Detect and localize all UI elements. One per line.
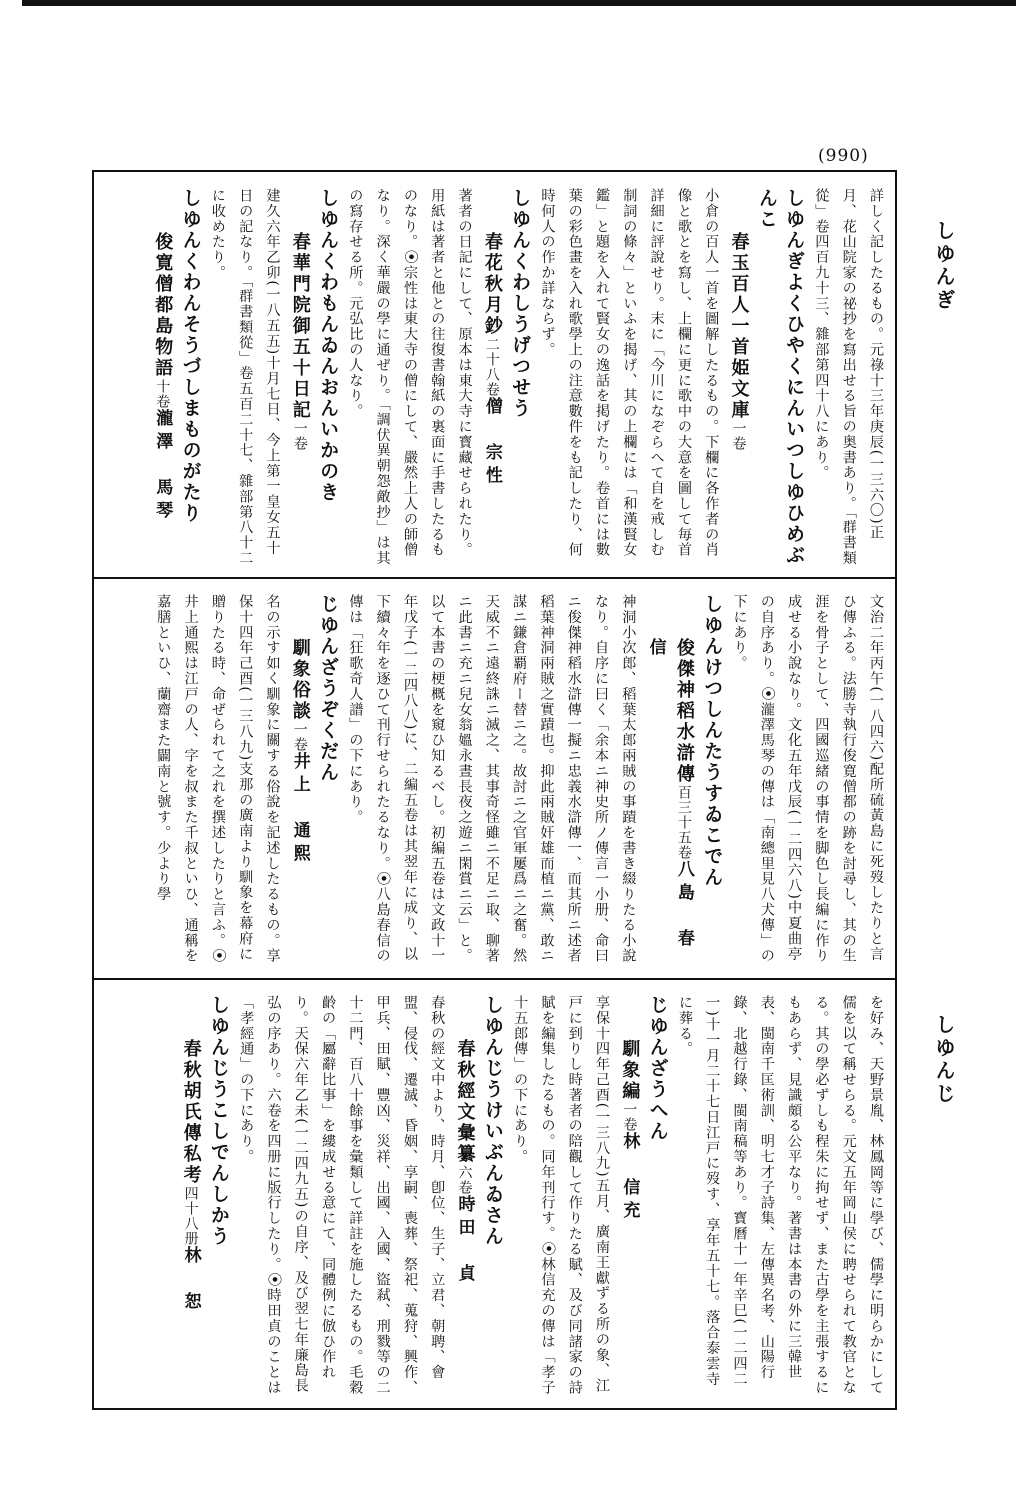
- entry-title: 馴象編: [619, 1039, 641, 1102]
- entry-continuation: 文治二年丙午(一八四六)配所硫黃島に死歿したりと言ひ傳ふる。法勝寺執行俊寛僧都の跡を討尋し、其の生涯を骨子として、四國巡緒の事情を脚色し長編に作り成せる小說なり。文化五年戊辰(一二四六八)中夏曲亭の自序あり。⦿瀧澤馬琴の傳は「南總里見八犬傳」の下にあり。: [731, 594, 884, 964]
- margin-label-bottom: しゆんじ: [932, 1014, 956, 1106]
- entry-author: 林 信充: [619, 1132, 640, 1224]
- entry-author: 時田 貞: [454, 1195, 475, 1287]
- entry-title: 俊寛僧都島物語: [152, 232, 174, 379]
- entry-title-line: [285, 638, 313, 967]
- entry-author: 瀧澤 馬琴: [152, 409, 173, 524]
- entry-title: 馴象俗談: [289, 638, 311, 722]
- margin-label-top: しゆんぎ: [932, 220, 956, 312]
- entry-heading: しゆんくわしうげつせう: [509, 188, 532, 419]
- entry-title: 春玉百人一首姫文庫: [728, 232, 750, 421]
- entry-heading: じゆんざうへん: [646, 995, 669, 1142]
- entry-volumes: 十卷: [154, 379, 171, 409]
- entry-author: 僧 宗性: [481, 397, 502, 489]
- entry-title-line: [641, 638, 698, 967]
- tier-1: [96, 174, 893, 576]
- entry-title-line: [148, 232, 176, 566]
- entry-body: 享保十四年己酉(一三八九)五月、廣南王獻ずる所の象、江戸に到りし時著者の陪觀して作りたる賦、及び同諸家の詩賦を編集したるもの。同年刊行す。⦿林信充の傳は「孝子十五郎傳」の下にあり。: [512, 995, 611, 1396]
- entry-body: 小倉の百人一首を圖解したるもの。下欄に各作者の肖像と歌とを寫し、上欄に更に歌中の大意を圖して毎首詳細に評說せり。末に「今川になぞらへて自を戒しむ制詞の條々」といふを揭げ、其の上欄には「和漢賢女鑑」と題を入れて賢女の逸話を掲げたり。卷首には數葉の彩色畫を入れ歌學上の注意數件をも記したり、何時何人の作か詳ならず。: [539, 188, 720, 558]
- entry-title-line: [285, 232, 313, 566]
- entry-title: 春秋胡氏傳私考: [180, 1039, 202, 1186]
- tier-divider: [92, 577, 897, 579]
- entry-volumes: 二十八卷: [483, 337, 500, 397]
- entry-heading: しゆんぎよくひやくにんいつしゆひめぶんこ: [755, 188, 806, 566]
- entry-title: 春秋經文彙纂: [454, 1039, 476, 1165]
- entry-heading: しゆんくわんそうづしまものがたり: [179, 188, 202, 524]
- entry-heading: じゆんざうぞくだん: [317, 594, 340, 783]
- entry-volumes: 一卷: [730, 421, 747, 451]
- entry-title-line: [176, 1039, 204, 1397]
- entry-title-line: [724, 232, 752, 566]
- entry-body: 著者の日記にして、原本は東大寺に寳藏せられたり。用紙は著者と他との往復書翰紙の裏面に手書したるものなり。⦿宗性は東大寺の僧にして、嚴然上人の師僧なり。深く華嚴の學に通ぜり。「調伏異朝怨敵抄」は其の寫存せる所。元弘比の人なり。: [347, 188, 473, 566]
- entry-volumes: 一卷: [291, 421, 308, 451]
- entry-body: 春秋の經文中より、時月、卽位、生子、立君、朝聘、會盟、侵伐、遷滅、昏姻、享嗣、喪葬、祭祀、蒐狩、興作、甲兵、田賦、豐凶、災祥、出國、入國、盜弒、刑戮等の二十二門、百八十餘事を彙類して詳註を施したるもの。毛穀齡の「屬辭比事」を縷成せる意にて、同體例に倣ひ作れり。天保六年乙未(一二四九五)の自序、及び翌七年廉島長弘の序あり。六卷を四册に版行したり。⦿時田貞のことは「孝經通」の下にあり。: [238, 995, 446, 1396]
- entry-body: 名の示す如く馴象に關する俗說を記述したるもの。享保十四年己酉(一三八九)支那の廣南より馴象を幕府に贈りたる時、命ぜられて之れを撰述したりと言ふ。⦿井上通熙は江戸の人、字を叔また千叔といひ、通稱を嘉膳といひ、蘭齋また闢南と號す。少より學: [155, 594, 281, 964]
- entry-body: 神洞小次郎、稻葉太郎兩賊の事蹟を書き綴りたる小說なり。自序に曰く「余本ニ神史所ノ傳言一小册、命曰ニ俊傑神稻水滸傳一擬ニ忠義水滸傳一、而其所ニ述者稻葉神洞兩賊之實蹟也。抑此兩賊奸雄而植ニ黨、敢ニ謀ニ鎌倉覇府ー替ニ之。故討ニ之官軍屢爲ニ之奮。然天威不ニ遠終誅ニ滅之、其事奇怪雖ニ不足ニ取、聊著ニ此書ニ充ニ兒女翁媼永晝長夜之遊ニ閑賞ニ云」と。以て本書の梗概を窺ひ知るべし。初編五卷は文政十一年戊子(一二四八八)に、二編五卷は其翌年に成り、以下續々年を逐ひて刊行せられたるなり。⦿八島春信の傳は「狂歌奇人譜」の下にあり。: [347, 594, 637, 964]
- tier-3: [96, 981, 893, 1407]
- entry-volumes: 一卷: [621, 1102, 638, 1132]
- entry-heading: しゆんじうこしでんしかう: [207, 995, 230, 1247]
- entry-author: 八島 春信: [645, 638, 694, 952]
- tier-3-text: [176, 995, 889, 1397]
- entry-volumes: 六卷: [456, 1165, 473, 1195]
- entry-author: 井上 通熙: [289, 752, 310, 867]
- entry-volumes: 四十八册: [182, 1186, 199, 1246]
- entry-heading: しゆんけつしんたうすゐこでん: [701, 594, 724, 888]
- entry-title: 春花秋月鈔: [481, 232, 503, 337]
- entry-title-line: [450, 1039, 478, 1397]
- tier-2-text: [149, 594, 889, 967]
- entry-title-line: [478, 232, 506, 566]
- entry-heading: しゆんじうけいぶんゐさん: [481, 995, 504, 1247]
- entry-author: 林 恕: [180, 1246, 201, 1315]
- tier-divider: [92, 978, 897, 980]
- tier-2: [96, 580, 893, 977]
- page-number: (990): [818, 146, 869, 166]
- entry-heading: しゆんくわもんゐんおんいかのき: [317, 188, 340, 503]
- entry-continuation: を好み、天野景胤、林鳳岡等に學び、儒學に明らかにして儒を以て稱せらる。元文五年岡山侯に聘せられて教官となる。其の學必ずしも程朱に拘せず、また古學を主張するにもあらず、見識頗る公平なり。著書は本書の外に三韓世表、閩南千匡術訓、明七才子詩集、左傳異名考、山陽行錄、北越行錄、閩南稿等あり。寳曆十一年辛巳(一二四二一)十一月二十七日江戸に歿す、享年五十七。落合泰雲寺に葬る。: [676, 995, 884, 1396]
- entry-title-line: [615, 1039, 643, 1397]
- top-rule: [22, 0, 1016, 6]
- entry-title: 俊傑神稻水滸傳: [673, 638, 695, 785]
- tier-1-text: [148, 188, 889, 566]
- entry-title: 春華門院御五十日記: [289, 232, 311, 421]
- entry-volumes: 百三十五卷: [675, 785, 692, 860]
- entry-body: 建久六年乙卯(一八五五)十月七日、今上第一皇女五十日の記なり。「群書類從」卷五百二十七、雜部第八十二に收めたり。: [209, 188, 281, 566]
- entry-continuation: 詳しく記したるもの。元祿十三年庚辰(一三六〇)正月、花山院家の祕抄を寫出せる旨の奥書あり。「群書類從」卷四百九十三、雜部第四十八にあり。: [813, 188, 884, 566]
- entry-volumes: 一卷: [291, 722, 308, 752]
